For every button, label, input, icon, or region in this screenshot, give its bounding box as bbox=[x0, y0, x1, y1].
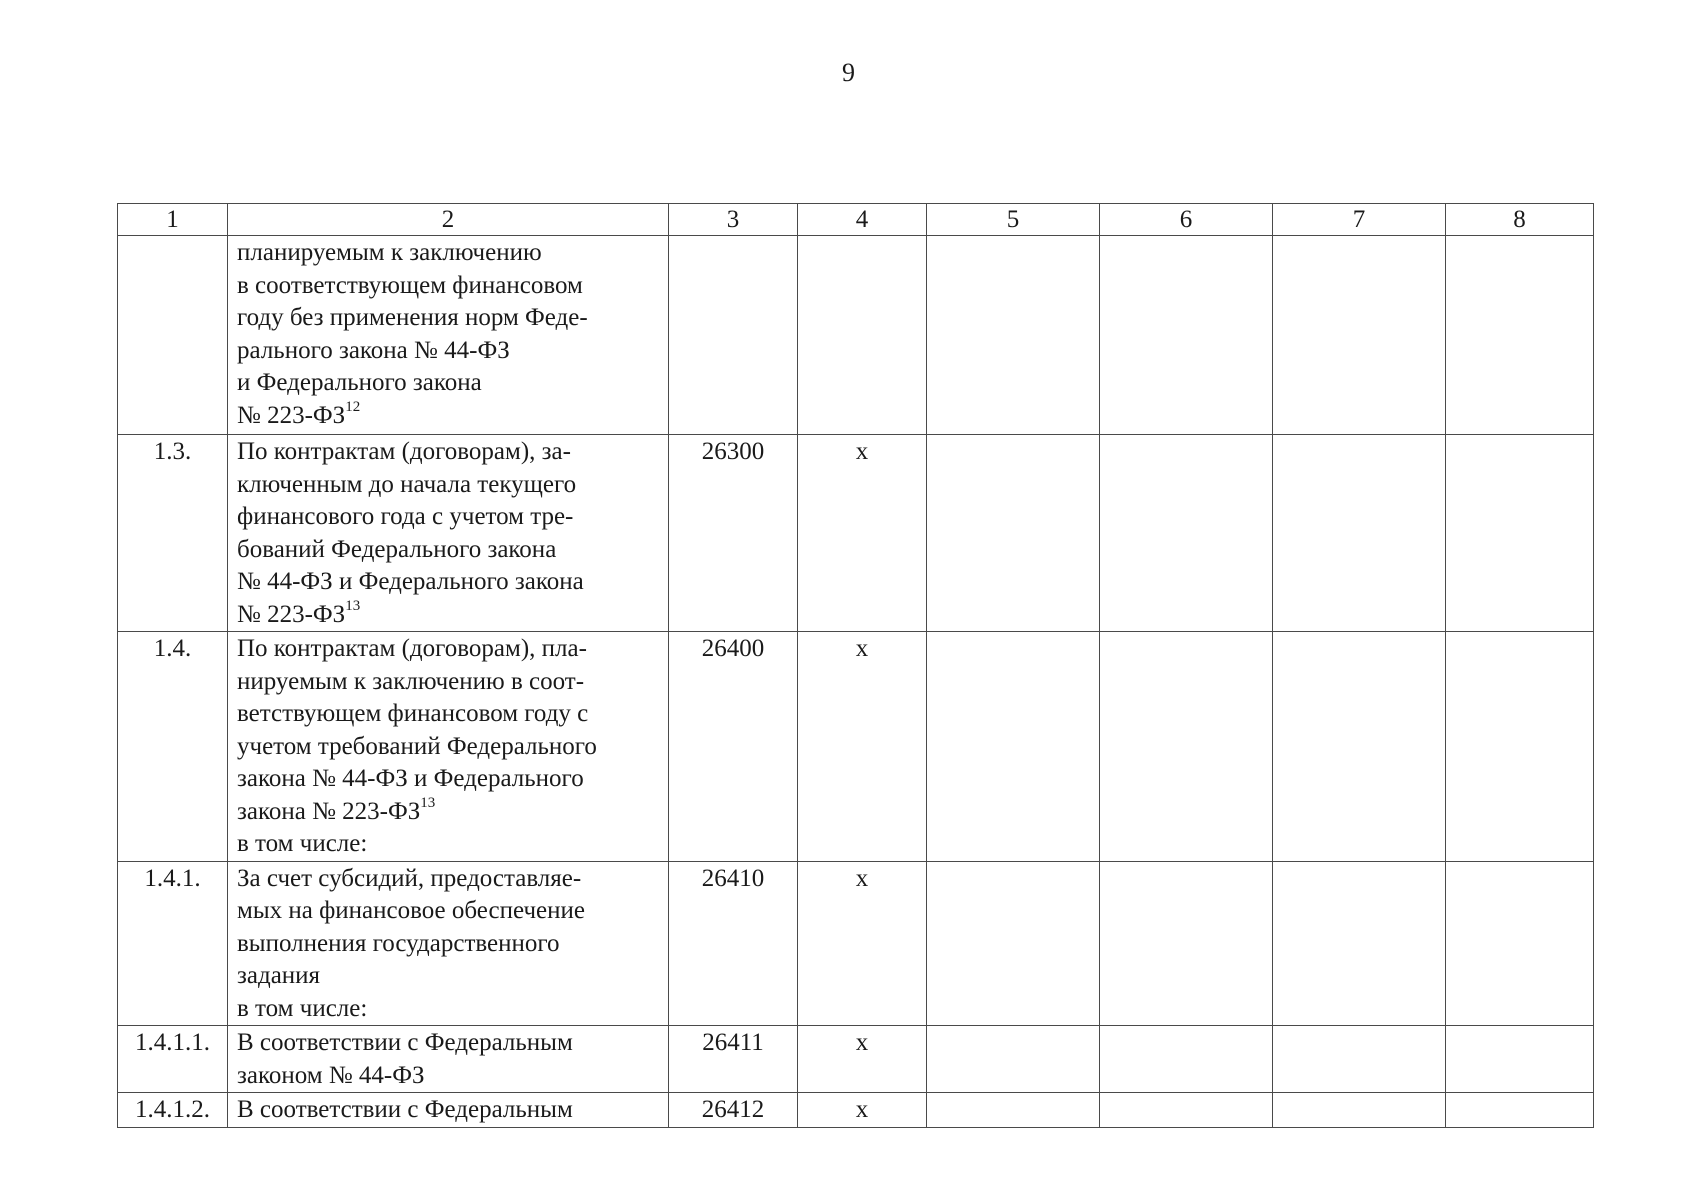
empty-cell bbox=[927, 861, 1100, 1026]
empty-cell bbox=[927, 435, 1100, 632]
empty-cell bbox=[1273, 1093, 1446, 1128]
row-description-cell bbox=[228, 1093, 669, 1128]
data-table bbox=[117, 203, 1594, 1128]
row-col4-cell: х bbox=[798, 435, 927, 632]
row-code-cell: 26411 bbox=[669, 1026, 798, 1093]
table-row bbox=[118, 1093, 1594, 1128]
description-line: В соответствии с Федеральным bbox=[237, 1029, 573, 1056]
description-line-with-footnote bbox=[237, 796, 664, 829]
row-description-cell bbox=[228, 236, 669, 435]
row-code-cell bbox=[669, 236, 798, 435]
empty-cell bbox=[1446, 236, 1594, 435]
description-line: мых на финансовое обеспечение bbox=[237, 897, 585, 924]
table-row bbox=[118, 1026, 1594, 1093]
empty-cell bbox=[1100, 236, 1273, 435]
description-line: в том числе: bbox=[237, 994, 368, 1022]
row-col4-cell: х bbox=[798, 1026, 927, 1093]
row-col4-cell: х bbox=[798, 861, 927, 1026]
header-row bbox=[118, 204, 1594, 236]
column-header: 6 bbox=[1100, 204, 1273, 236]
empty-cell bbox=[1100, 435, 1273, 632]
description-line: в том числе: bbox=[237, 830, 368, 857]
empty-cell bbox=[927, 632, 1100, 862]
footnote-marker: 12 bbox=[345, 399, 361, 416]
table-row bbox=[118, 236, 1594, 435]
row-code-cell: 26400 bbox=[669, 632, 798, 862]
description-line: По контрактам (договорам), за- bbox=[237, 438, 571, 465]
description-line: законом № 44-ФЗ bbox=[237, 1061, 425, 1089]
description-line: По контрактам (договорам), пла- bbox=[237, 635, 587, 662]
row-number-cell: 1.4.1. bbox=[118, 861, 228, 1026]
empty-cell bbox=[1273, 1026, 1446, 1093]
table-row bbox=[118, 861, 1594, 1026]
empty-cell bbox=[1273, 435, 1446, 632]
row-number-cell: 1.4. bbox=[118, 632, 228, 862]
row-number-cell: 1.4.1.2. bbox=[118, 1093, 228, 1128]
empty-cell bbox=[1446, 632, 1594, 862]
description-line: закона № 44-ФЗ и Федерального bbox=[237, 765, 584, 792]
description-line: году без применения норм Феде- bbox=[237, 304, 588, 331]
row-code-cell: 26412 bbox=[669, 1093, 798, 1128]
description-text: закона № 223-ФЗ bbox=[237, 797, 421, 825]
description-line: планируемым к заключению bbox=[237, 239, 542, 266]
row-number-cell: 1.3. bbox=[118, 435, 228, 632]
description-line: и Федерального закона bbox=[237, 369, 482, 396]
description-line: В соответствии с Федеральным bbox=[237, 1096, 573, 1123]
description-line: ключенным до начала текущего bbox=[237, 470, 577, 498]
empty-cell bbox=[1446, 1026, 1594, 1093]
row-code-cell: 26410 bbox=[669, 861, 798, 1026]
empty-cell bbox=[927, 1093, 1100, 1128]
row-code-cell: 26300 bbox=[669, 435, 798, 632]
empty-cell bbox=[927, 1026, 1100, 1093]
description-line: задания bbox=[237, 962, 321, 989]
empty-cell bbox=[927, 236, 1100, 435]
column-header: 3 bbox=[669, 204, 798, 236]
column-header: 4 bbox=[798, 204, 927, 236]
empty-cell bbox=[1446, 435, 1594, 632]
description-text: № 223-ФЗ bbox=[237, 600, 346, 628]
row-description-cell bbox=[228, 1026, 669, 1093]
description-line: рального закона № 44-ФЗ bbox=[237, 336, 510, 364]
empty-cell bbox=[1273, 861, 1446, 1026]
empty-cell bbox=[1100, 632, 1273, 862]
description-line: нируемым к заключению в соот- bbox=[237, 667, 585, 695]
table-row bbox=[118, 632, 1594, 862]
row-description-cell bbox=[228, 861, 669, 1026]
description-text: № 223-ФЗ bbox=[237, 401, 346, 429]
description-line: № 44-ФЗ и Федерального закона bbox=[237, 568, 584, 595]
empty-cell bbox=[1446, 861, 1594, 1026]
row-description-cell bbox=[228, 435, 669, 632]
row-number-cell: 1.4.1.1. bbox=[118, 1026, 228, 1093]
description-line: ветствующем финансовом году с bbox=[237, 700, 589, 727]
row-col4-cell: х bbox=[798, 632, 927, 862]
description-line-with-footnote bbox=[237, 400, 664, 433]
row-col4-cell bbox=[798, 236, 927, 435]
row-col4-cell: х bbox=[798, 1093, 927, 1128]
empty-cell bbox=[1273, 632, 1446, 862]
row-number-cell bbox=[118, 236, 228, 435]
description-line: За счет субсидий, предоставляе- bbox=[237, 864, 582, 892]
column-header: 5 bbox=[927, 204, 1100, 236]
description-line-with-footnote bbox=[237, 599, 664, 632]
table-row bbox=[118, 435, 1594, 632]
row-description-cell bbox=[228, 632, 669, 862]
description-line: бований Федерального закона bbox=[237, 535, 557, 563]
description-line: выполнения государственного bbox=[237, 929, 560, 957]
empty-cell bbox=[1273, 236, 1446, 435]
empty-cell bbox=[1100, 1026, 1273, 1093]
description-line: учетом требований Федерального bbox=[237, 732, 597, 760]
description-line: финансового года с учетом тре- bbox=[237, 503, 574, 530]
column-header: 2 bbox=[228, 204, 669, 236]
footnote-marker: 13 bbox=[420, 795, 436, 812]
page-number: 9 bbox=[842, 58, 855, 87]
empty-cell bbox=[1100, 861, 1273, 1026]
column-header: 7 bbox=[1273, 204, 1446, 236]
empty-cell bbox=[1446, 1093, 1594, 1128]
description-line: в соответствующем финансовом bbox=[237, 271, 583, 299]
column-header: 8 bbox=[1446, 204, 1594, 236]
column-header: 1 bbox=[118, 204, 228, 236]
footnote-marker: 13 bbox=[345, 598, 361, 615]
empty-cell bbox=[1100, 1093, 1273, 1128]
